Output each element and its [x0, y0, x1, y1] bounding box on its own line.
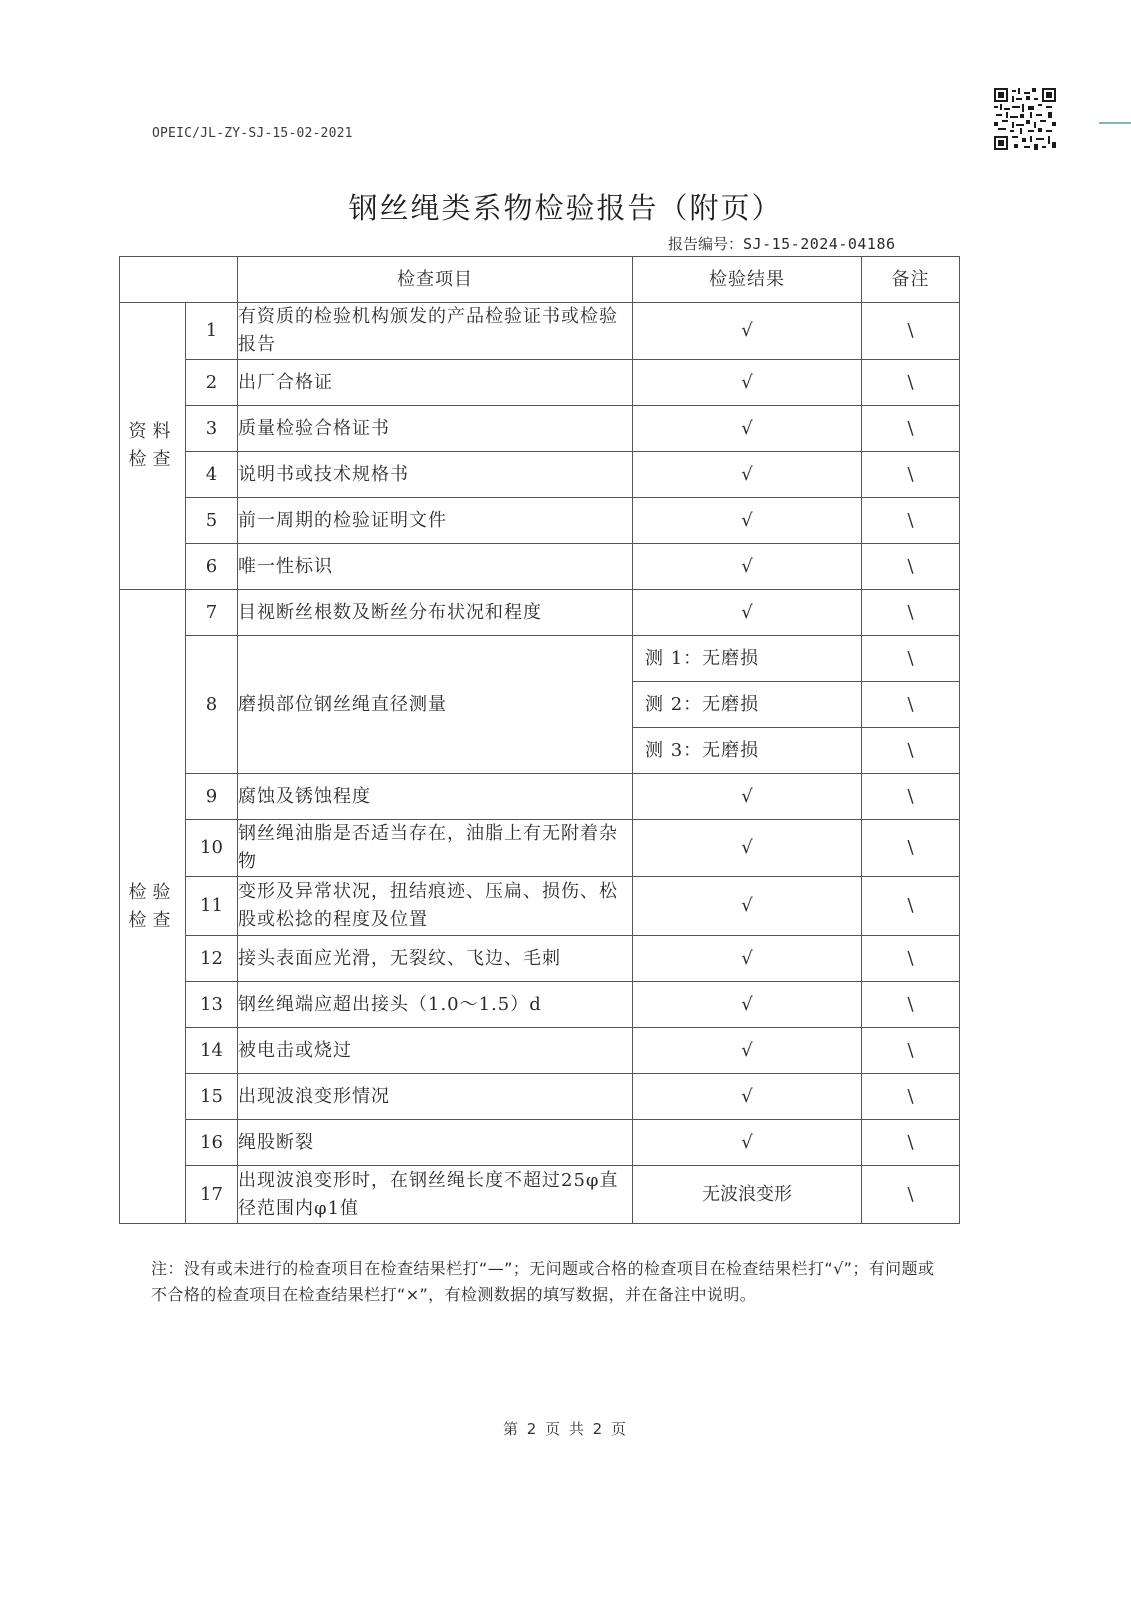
row-result: √	[633, 936, 862, 982]
row-result: √	[633, 303, 862, 360]
row-number: 13	[186, 982, 238, 1028]
row-result: √	[633, 1028, 862, 1074]
row-result: 无波浪变形	[633, 1166, 862, 1224]
row-note: \	[862, 982, 960, 1028]
row-note: \	[862, 303, 960, 360]
row-result: √	[633, 498, 862, 544]
row-result: √	[633, 1074, 862, 1120]
document-code: OPEIC/JL-ZY-SJ-15-02-2021	[152, 126, 353, 141]
row-note: \	[862, 590, 960, 636]
row-number: 6	[186, 544, 238, 590]
row-number: 12	[186, 936, 238, 982]
row-item: 腐蚀及锈蚀程度	[238, 774, 633, 820]
row-result: √	[633, 406, 862, 452]
inspection-table	[119, 256, 960, 1224]
qr-code-icon	[994, 88, 1056, 150]
row-item: 钢丝绳油脂是否适当存在，油脂上有无附着杂物	[238, 820, 633, 877]
row-number: 2	[186, 360, 238, 406]
row-number: 1	[186, 303, 238, 360]
header-blank	[120, 257, 238, 303]
table-row	[120, 1074, 960, 1120]
row-item: 出现波浪变形时，在钢丝绳长度不超过25φ直径范围内φ1值	[238, 1166, 633, 1224]
header-result: 检验结果	[633, 257, 862, 303]
table-row	[120, 303, 960, 360]
row-note: \	[862, 1120, 960, 1166]
row-note: \	[862, 636, 960, 682]
table-row	[120, 498, 960, 544]
row-result-sub: 测 3：无磨损	[633, 728, 862, 774]
page-edge-mark	[1099, 122, 1131, 124]
report-number-value: SJ-15-2024-04186	[743, 235, 896, 253]
header-note: 备注	[862, 257, 960, 303]
row-item: 有资质的检验机构颁发的产品检验证书或检验报告	[238, 303, 633, 360]
row-item: 质量检验合格证书	[238, 406, 633, 452]
row-item: 目视断丝根数及断丝分布状况和程度	[238, 590, 633, 636]
row-item: 出厂合格证	[238, 360, 633, 406]
table-row	[120, 452, 960, 498]
row-note: \	[862, 452, 960, 498]
row-note: \	[862, 728, 960, 774]
row-result: √	[633, 452, 862, 498]
table-row	[120, 544, 960, 590]
row-note: \	[862, 820, 960, 877]
row-note: \	[862, 498, 960, 544]
row-result: √	[633, 982, 862, 1028]
row-result: √	[633, 544, 862, 590]
row-item: 被电击或烧过	[238, 1028, 633, 1074]
row-result-sub: 测 2：无磨损	[633, 682, 862, 728]
row-note: \	[862, 682, 960, 728]
category-inspect: 检验 检查	[120, 590, 186, 1224]
table-row	[120, 774, 960, 820]
row-number: 5	[186, 498, 238, 544]
row-number: 16	[186, 1120, 238, 1166]
row-number: 3	[186, 406, 238, 452]
row-note: \	[862, 936, 960, 982]
row-item: 变形及异常状况，扭结痕迹、压扁、损伤、松股或松捻的程度及位置	[238, 877, 633, 936]
row-result: √	[633, 1120, 862, 1166]
row-item: 接头表面应光滑，无裂纹、飞边、毛刺	[238, 936, 633, 982]
table-row	[120, 1028, 960, 1074]
table-row	[120, 360, 960, 406]
row-item: 钢丝绳端应超出接头（1.0～1.5）d	[238, 982, 633, 1028]
table-row	[120, 820, 960, 877]
row-result: √	[633, 877, 862, 936]
page-number: 第 2 页 共 2 页	[503, 1420, 628, 1438]
row-note: \	[862, 360, 960, 406]
report-title: 钢丝绳类系物检验报告（附页）	[348, 191, 783, 225]
row-result-sub: 测 1：无磨损	[633, 636, 862, 682]
row-note: \	[862, 877, 960, 936]
row-note: \	[862, 1074, 960, 1120]
table-row	[120, 1166, 960, 1224]
row-item: 唯一性标识	[238, 544, 633, 590]
row-item: 绳股断裂	[238, 1120, 633, 1166]
table-row	[120, 636, 960, 682]
row-result: √	[633, 820, 862, 877]
row-result: √	[633, 774, 862, 820]
table-row	[120, 590, 960, 636]
row-number: 10	[186, 820, 238, 877]
table-row	[120, 406, 960, 452]
row-note: \	[862, 1166, 960, 1224]
row-note: \	[862, 774, 960, 820]
row-number: 17	[186, 1166, 238, 1224]
row-note: \	[862, 406, 960, 452]
row-item: 前一周期的检验证明文件	[238, 498, 633, 544]
category-docs: 资料 检查	[120, 303, 186, 590]
row-number: 11	[186, 877, 238, 936]
footnote: 注：没有或未进行的检查项目在检查结果栏打“—”；无问题或合格的检查项目在检查结果栏打“√”；有问题或不合格的检查项目在检查结果栏打“×”，有检测数据的填写数据，并在备注中说明。	[151, 1259, 935, 1304]
row-number: 15	[186, 1074, 238, 1120]
row-result: √	[633, 590, 862, 636]
row-number: 7	[186, 590, 238, 636]
table-row	[120, 982, 960, 1028]
row-number: 8	[186, 636, 238, 774]
table-header-row	[120, 257, 960, 303]
row-number: 14	[186, 1028, 238, 1074]
row-number: 9	[186, 774, 238, 820]
table-row	[120, 877, 960, 936]
report-number	[668, 233, 896, 254]
table-row	[120, 1120, 960, 1166]
report-number-label: 报告编号：	[668, 235, 744, 253]
row-note: \	[862, 1028, 960, 1074]
table-row	[120, 936, 960, 982]
row-result: √	[633, 360, 862, 406]
row-item: 说明书或技术规格书	[238, 452, 633, 498]
header-item: 检查项目	[238, 257, 633, 303]
row-item: 磨损部位钢丝绳直径测量	[238, 636, 633, 774]
row-number: 4	[186, 452, 238, 498]
row-item: 出现波浪变形情况	[238, 1074, 633, 1120]
row-note: \	[862, 544, 960, 590]
